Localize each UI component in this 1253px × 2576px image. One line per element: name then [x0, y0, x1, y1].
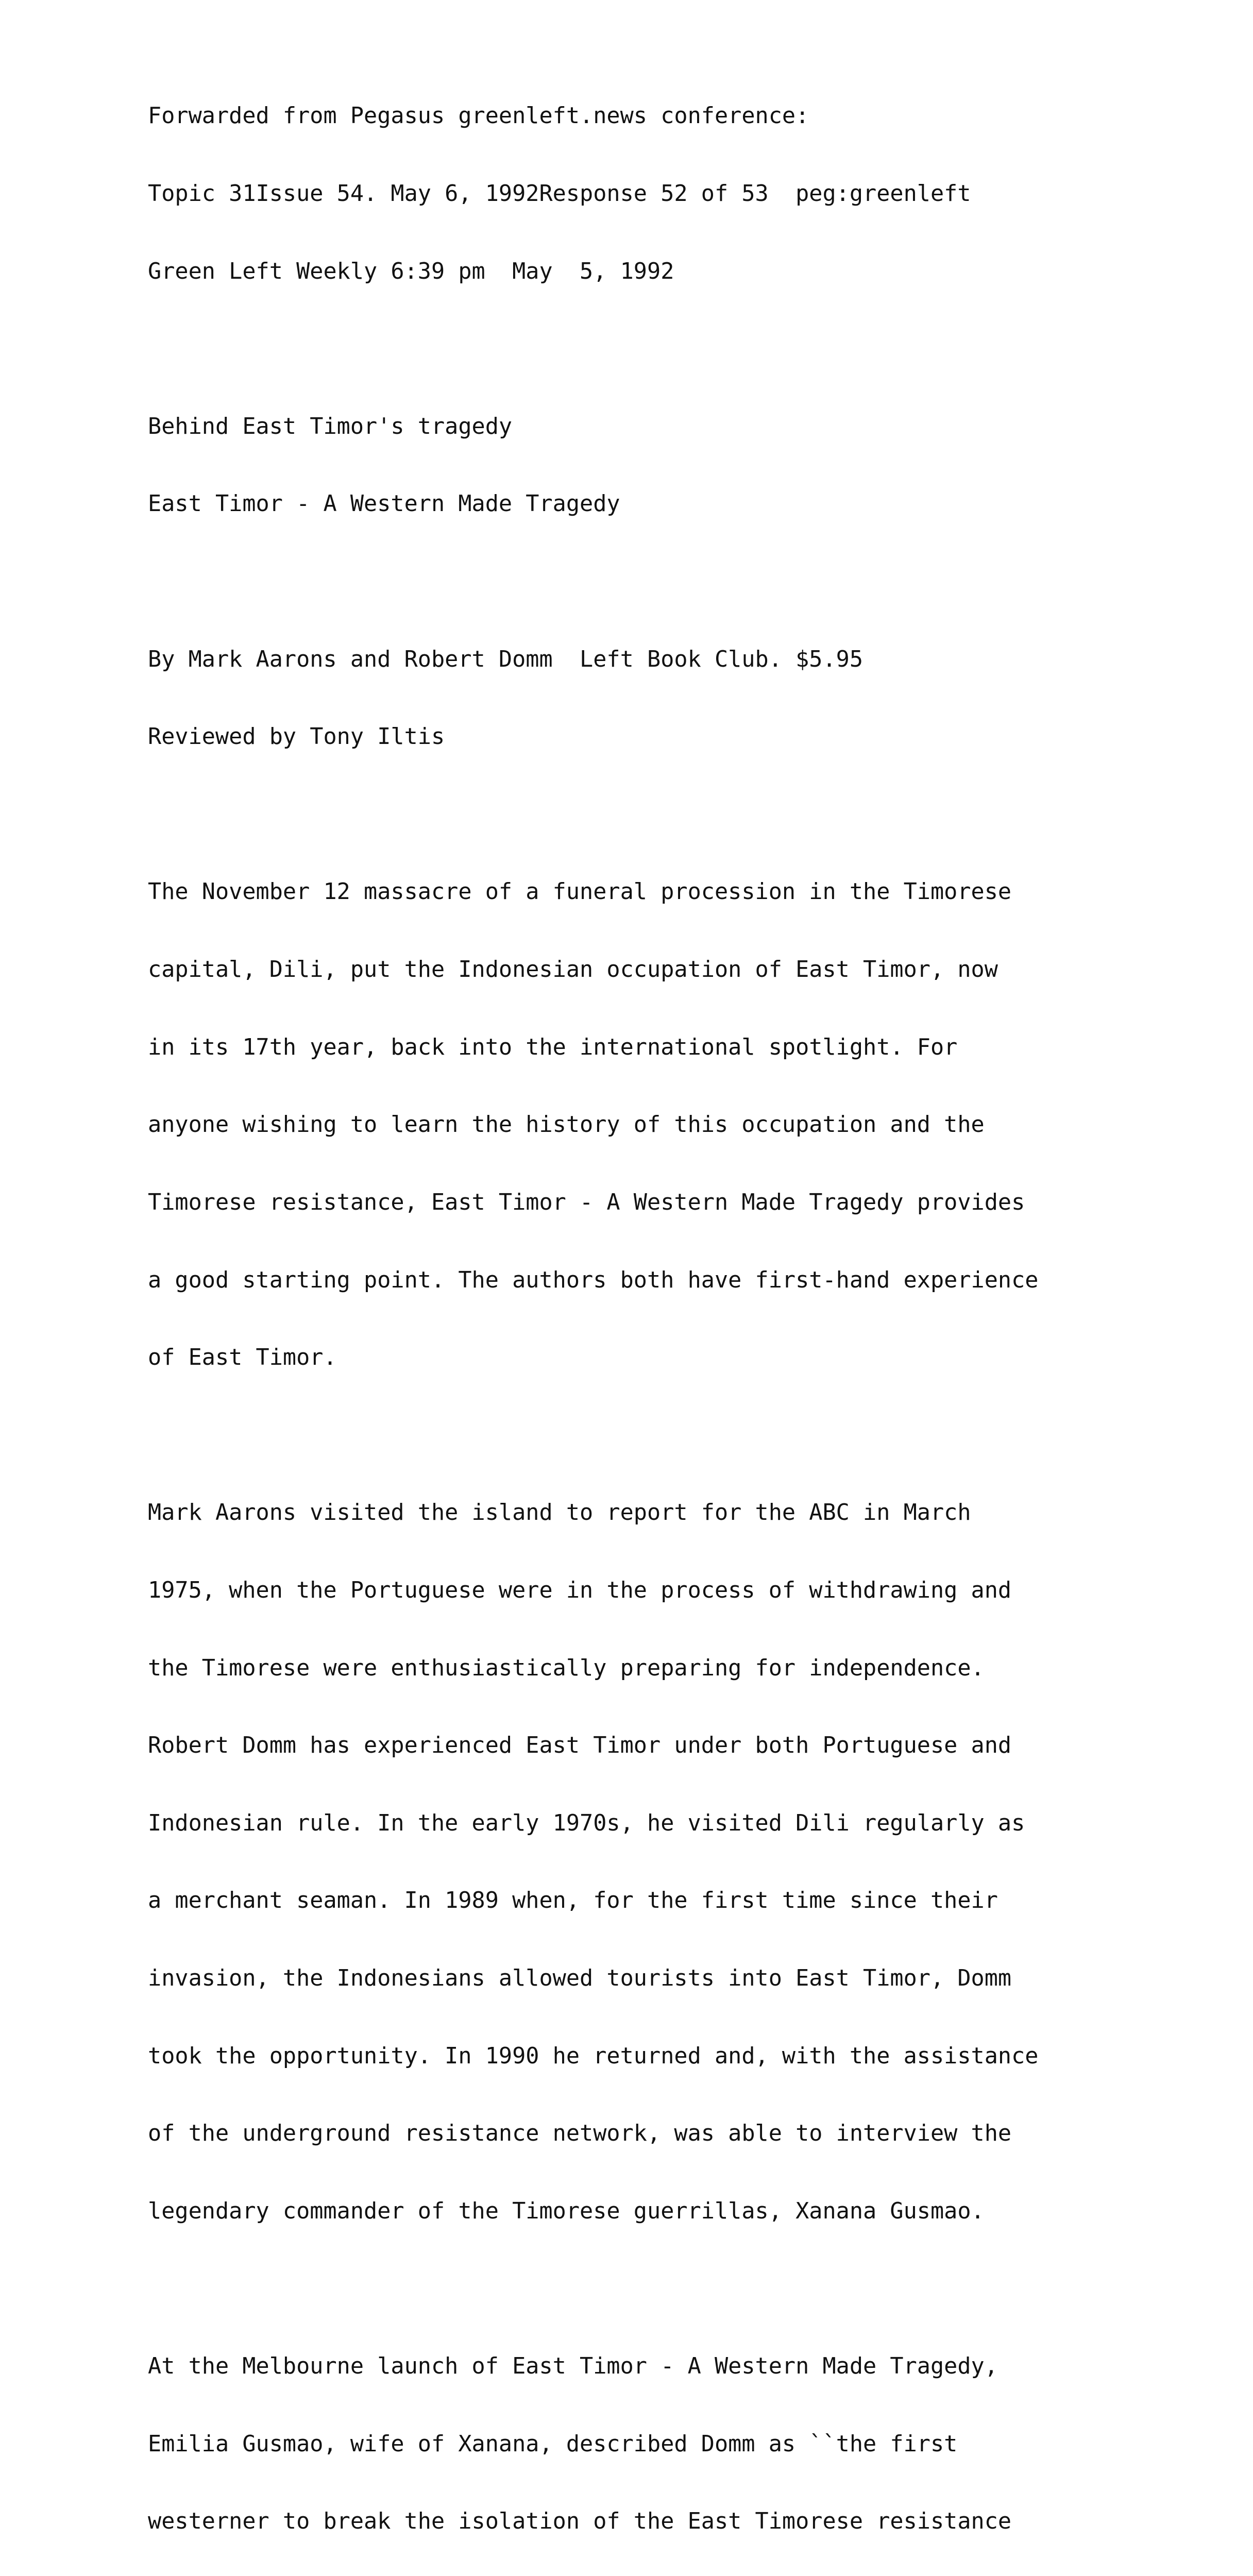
title-line: Behind East Timor's tragedy [148, 413, 513, 439]
byline-line: By Mark Aarons and Robert Domm Left Book Club. $5.95 [148, 646, 863, 672]
byline-line: Reviewed by Tony Iltis [148, 724, 445, 750]
text-line: a merchant seaman. In 1989 when, for the first time since their [148, 1888, 998, 1914]
text-line: Timorese resistance, East Timor - A Western Made Tragedy provides [148, 1189, 1025, 1215]
text-line: Robert Domm has experienced East Timor under both Portuguese and [148, 1733, 1012, 1759]
title-line: East Timor - A Western Made Tragedy [148, 491, 620, 517]
paragraph [148, 2302, 1220, 2576]
text-line: Mark Aarons visited the island to report for the ABC in March [148, 1500, 971, 1526]
text-line: At the Melbourne launch of East Timor - A Western Made Tragedy, [148, 2353, 998, 2379]
header-line: Forwarded from Pegasus greenleft.news conference: [148, 103, 809, 129]
text-line: Emilia Gusmao, wife of Xanana, described Domm as ``the first [148, 2431, 958, 2457]
text-line: legendary commander of the Timorese guerrillas, Xanana Gusmao. [148, 2198, 985, 2224]
text-line: Indonesian rule. In the early 1970s, he visited Dili regularly as [148, 1810, 1025, 1836]
text-line: capital, Dili, put the Indonesian occupation of East Timor, now [148, 957, 998, 983]
text-line: westerner to break the isolation of the East Timorese resistance [148, 2509, 1012, 2535]
forward-header [148, 52, 1220, 336]
article-title [148, 362, 1220, 569]
header-line: Green Left Weekly 6:39 pm May 5, 1992 [148, 258, 674, 284]
text-line: of East Timor. [148, 1345, 337, 1371]
text-line: in its 17th year, back into the international spotlight. For [148, 1034, 958, 1060]
text-line: anyone wishing to learn the history of this occupation and the [148, 1112, 985, 1138]
text-line: took the opportunity. In 1990 he returned and, with the assistance [148, 2043, 1039, 2069]
text-line: a good starting point. The authors both have first-hand experience [148, 1267, 1039, 1293]
paragraph [148, 1448, 1220, 2276]
text-line: invasion, the Indonesians allowed tourists into East Timor, Domm [148, 1965, 1012, 1991]
byline [148, 595, 1220, 802]
text-line: of the underground resistance network, was able to interview the [148, 2121, 1012, 2147]
document-page [148, 52, 1220, 2576]
text-line: the Timorese were enthusiastically preparing for independence. [148, 1655, 985, 1681]
text-line: 1975, when the Portuguese were in the process of withdrawing and [148, 1577, 1012, 1603]
paragraph [148, 827, 1220, 1422]
header-line: Topic 31Issue 54. May 6, 1992Response 52 of 53 peg:greenleft [148, 181, 971, 207]
text-line: The November 12 massacre of a funeral procession in the Timorese [148, 879, 1012, 905]
